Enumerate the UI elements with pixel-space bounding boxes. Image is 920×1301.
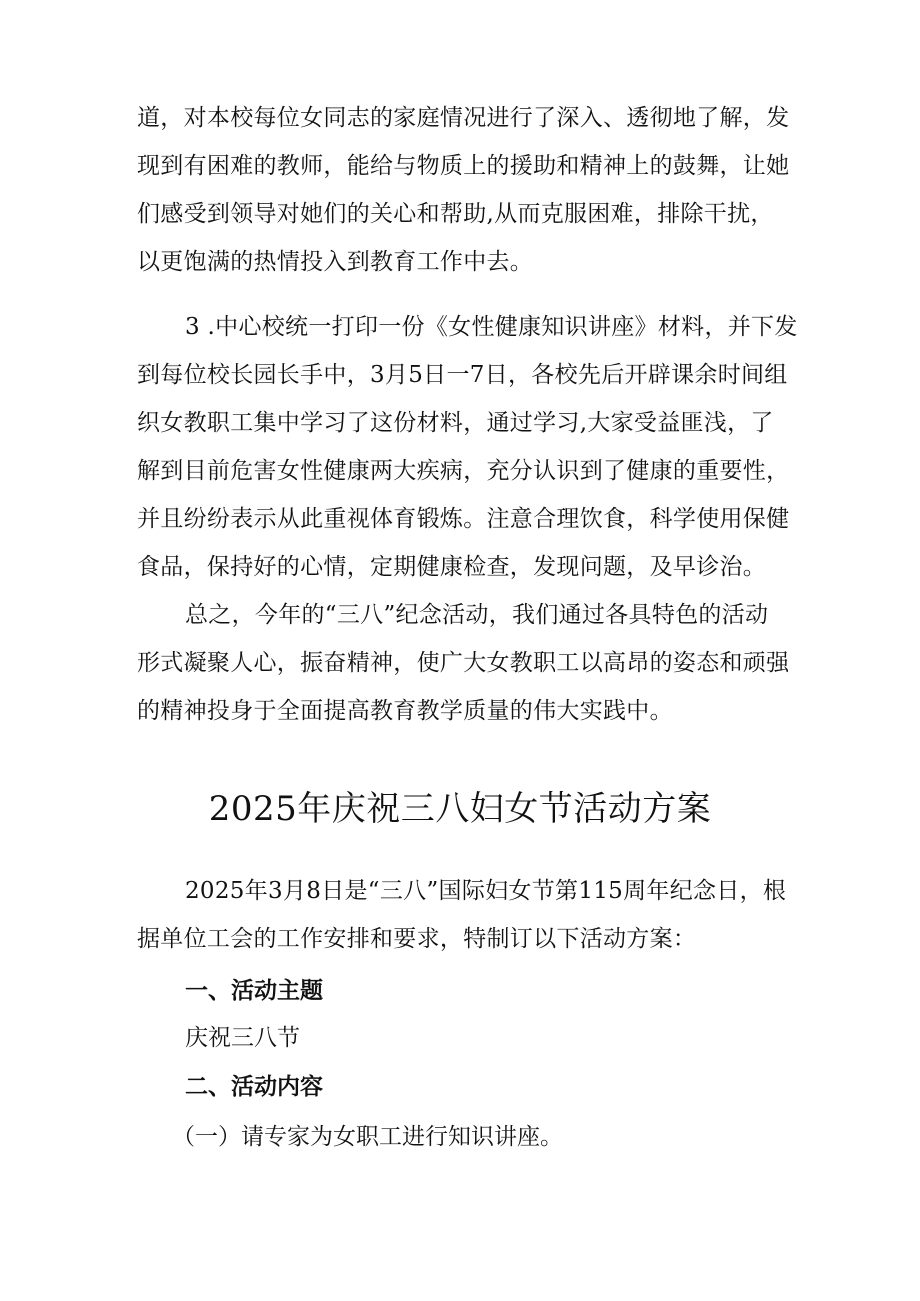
document-title: 2025年庆祝三八妇女节活动方案 <box>208 789 712 829</box>
paragraph-line: 道，对本校每位女同志的家庭情况进行了深入、透彻地了解，发 <box>137 105 790 131</box>
paragraph-line: 食品，保持好的心情，定期健康检查，发现问题，及早诊治。 <box>137 554 767 580</box>
section2-item1: （一）请专家为女职工进行知识讲座。 <box>172 1124 563 1150</box>
paragraph-line: 以更饱满的热情投入到教育工作中去。 <box>137 249 534 275</box>
continuation-paragraph <box>137 94 797 286</box>
paragraph-line: 形式凝聚人心，振奋精神，使广大女教职工以高昂的姿态和顽强 <box>137 650 790 676</box>
paragraph-line: 解到目前危害女性健康两大疾病，充分认识到了健康的重要性， <box>137 458 790 484</box>
paragraph-line: 并且纷纷表示从此重视体育锻炼。注意合理饮食，科学使用保健 <box>137 506 790 532</box>
section1-heading: 一、活动主题 <box>185 977 323 1004</box>
paragraph-line: 的精神投身于全面提高教育教学质量的伟大实践中。 <box>137 698 673 724</box>
section1-body: 庆祝三八节 <box>185 1025 300 1051</box>
item3-paragraph <box>137 303 797 591</box>
paragraph-line: 现到有困难的教师，能给与物质上的援助和精神上的鼓舞，让她 <box>137 153 790 179</box>
intro-paragraph <box>137 867 797 963</box>
section2-heading: 二、活动内容 <box>185 1073 323 1100</box>
paragraph-line: 2025年3月8日是“三八”国际妇女节第115周年纪念日，根 <box>185 878 787 904</box>
paragraph-line: 们感受到领导对她们的关心和帮助,从而克服困难，排除干扰， <box>137 201 774 227</box>
paragraph-line: 织女教职工集中学习了这份材料，通过学习,大家受益匪浅，了 <box>137 410 774 436</box>
paragraph-line: 据单位工会的工作安排和要求，特制订以下活动方案： <box>137 926 697 952</box>
summary-paragraph <box>137 591 797 735</box>
paragraph-line: 总之，今年的“三八”纪念活动，我们通过各具特色的活动 <box>185 602 769 628</box>
paragraph-line: 3 .中心校统一打印一份《女性健康知识讲座》材料，并下发 <box>185 314 798 340</box>
paragraph-line: 到每位校长园长手中，3月5日一7日，各校先后开辟课余时间组 <box>137 362 788 388</box>
